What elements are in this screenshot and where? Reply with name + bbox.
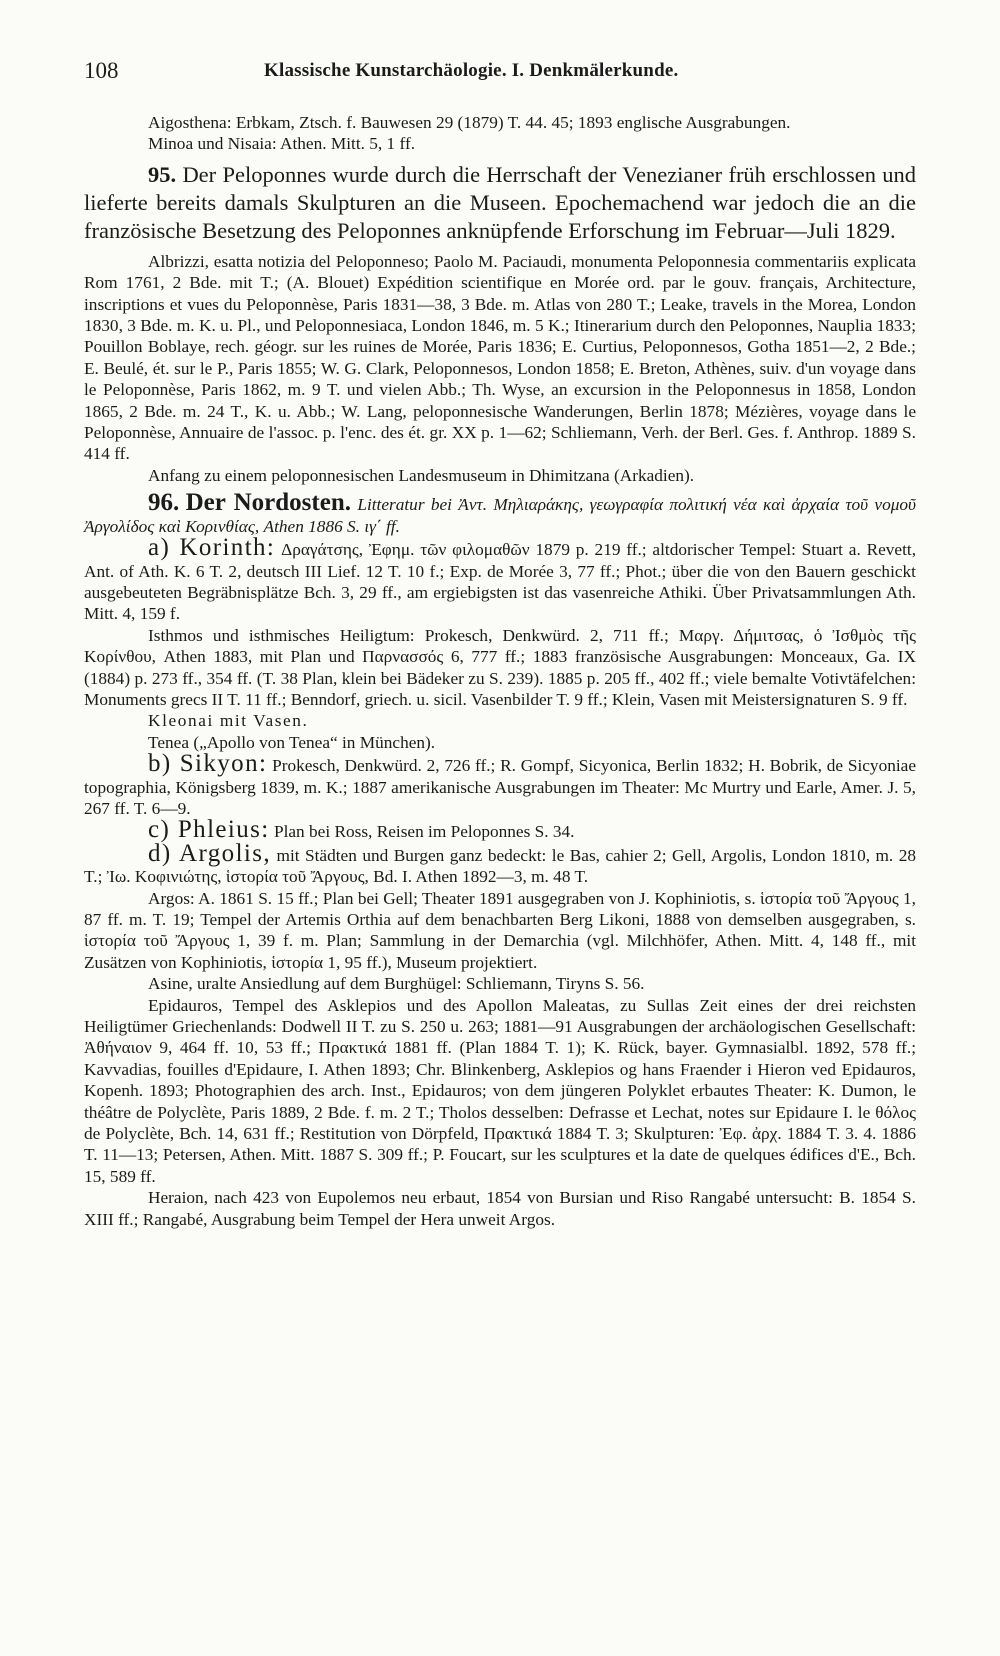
entry-tenea: Tenea („Apollo von Tenea“ in München). — [148, 732, 436, 752]
entry-sikyon — [84, 750, 916, 819]
argolis-text: mit Städten und Burgen ganz bedeckt: le Bas, cahier 2; Gell, Argolis, London 1810, m. 28 T.; Ἰω. Κοφινιώτης, ἱστορία τοῦ Ἄργους, Bd. I. Athen 1892—3, m. 48 T. — [84, 845, 916, 887]
entry-argolis — [84, 839, 916, 888]
section-95-museum-note: Anfang zu einem peloponnesischen Landesmuseum in Dhimitzana (Arkadien). — [148, 465, 695, 485]
page-body — [84, 112, 916, 1230]
page-header — [84, 58, 914, 92]
phleius-label: c) Phleius: — [148, 816, 270, 844]
sikyon-text: Prokesch, Denkwürd. 2, 726 ff.; R. Gompf, Sicyonica, Berlin 1832; H. Bobrik, de Sicyoniae topographia, Königsberg 1839, m. K.; 1887 amerikanische Ausgrabungen im Theater: Mc Murtry und Earle, Amer. J. 5, 267 ff. T. 6—9. — [84, 756, 916, 818]
argolis-label: d) Argolis, — [148, 839, 272, 867]
sikyon-label: b) Sikyon: — [148, 750, 268, 778]
section-96-literature: Litteratur bei Ἀντ. Μηλιαράκης, γεωγραφία πολιτική νέα καὶ ἀρχαία τοῦ νομοῦ Ἀργολίδος καὶ Κορινθίας, Athen 1886 S. ιγ΄ ff. — [84, 495, 916, 536]
paragraph-minoa: Minoa und Nisaia: Athen. Mitt. 5, 1 ff. — [148, 134, 416, 154]
entry-korinth — [84, 534, 917, 625]
section-96 — [84, 489, 916, 537]
entry-epidauros: Epidauros, Tempel des Asklepios und des Apollon Maleatas, zu Sullas Zeit eines der drei reichsten Heiligtümer Griechenlands: Dodwell II T. zu S. 250 u. 263; 1881—91 Ausgrabungen der archäologischen Gesellschaft: Ἀθήναιον 9, 464 ff. 10, 53 ff.; Πρακτικά 1881 ff. (Plan 1884 T. 1); K. Rück, bayer. Gymnasialbl. 1892, 578 ff.; Kavvadias, fouilles d'Epidaure, I. Athen 1893; Chr. Blinkenberg, Asklepios og hans Fraender i Hieron ved Epidauros, Kopenh. 1893; Photographien des arch. Inst., Epidauros; von dem jüngeren Polyklet erbautes Theater: K. Dumon, le théâtre de Polyclète, Paris 1889, 2 Bde. f. m. 2 T.; Tholos desselben: Defrasse et Lechat, notes sur Epidaure I. le θόλος de Polyclète, Bch. 14, 631 ff.; Restitution von Dörpfeld, Πρακτικά 1884 T. 3; Skulpturen: Ἐφ. ἀρχ. 1884 T. 3. 4. 1886 T. 11—13; Petersen, Athen. Mitt. 1887 S. 309 ff.; P. Foucart, sur les sculptures et la date de quelques édifices d'E., Bch. 15, 589 ff. — [84, 995, 916, 1186]
running-title: Klassische Kunstarchäologie. I. Denkmälerkunde. — [264, 60, 679, 81]
paragraph-aigosthena: Aigosthena: Erbkam, Ztsch. f. Bauwesen 29 (1879) T. 44. 45; 1893 englische Ausgrabungen. — [148, 113, 791, 132]
entry-argos: Argos: A. 1861 S. 15 ff.; Plan bei Gell; Theater 1891 ausgegraben von J. Kophiniotis, s. ἱστορία τοῦ Ἄργους 1, 87 ff. m. T. 19; Tempel der Artemis Orthia auf dem benachbarten Berg Likoni, 1888 von demselben ausgegraben, s. ἱστορία τοῦ Ἄργους 1, 39 f. m. Plan; Sammlung in der Demarchia (vgl. Milchhöfer, Athen. Mitt. 4, 148 ff., mit Zusätzen von Kophiniotis, ἱστορία 1, 95 ff.), Museum projektiert. — [84, 888, 916, 972]
section-95 — [84, 161, 916, 245]
section-95-literature: Albrizzi, esatta notizia del Peloponneso; Paolo M. Paciaudi, monumenta Peloponnesia commentariis explicata Rom 1761, 2 Bde. mit T.; (A. Blouet) Expédition scientifique en Morée ord. par le gouv. français, Architecture, inscriptions et vues du Peloponnèse, Paris 1831—38, 3 Bde. m. Atlas von 280 T.; Leake, travels in the Morea, London 1830, 3 Bde. m. K. u. Pl., und Peloponnesiaca, London 1846, m. 5 K.; Itinerarium durch den Peloponnes, Nauplia 1833; Pouillon Boblaye, rech. géogr. sur les ruines de Morée, Paris 1836; E. Curtius, Peloponnesos, Gotha 1851—2, 2 Bde.; E. Beulé, ét. sur le P., Paris 1855; W. G. Clark, Peloponnesos, London 1858; E. Breton, Athènes, suiv. d'un voyage dans le Peloponnèse, Paris 1862, m. 9 T. und vielen Abb.; Th. Wyse, an excursion in the Peloponnesus in 1858, London 1865, 2 Bde. m. 24 T., K. u. Abb.; W. Lang, peloponnesische Wanderungen, Berlin 1878; Mézières, voyage dans le Peloponnèse, Annuaire de l'assoc. p. l'enc. des ét. gr. XX p. 1—62; Schliemann, Verh. der Berl. Ges. f. Anthrop. 1889 S. 414 ff. — [84, 251, 916, 464]
entry-heraion: Heraion, nach 423 von Eupolemos neu erbaut, 1854 von Bursian und Riso Rangabé untersucht: B. 1854 S. XIII ff.; Rangabé, Ausgrabung beim Tempel der Hera unweit Argos. — [84, 1188, 916, 1229]
section-96-title: Der Nordosten. — [185, 489, 351, 517]
section-95-number: 95. — [148, 161, 177, 187]
entry-isthmos: Isthmos und isthmisches Heiligtum: Prokesch, Denkwürd. 2, 711 ff.; Μαργ. Δήμιτσας, ὁ Ἰσθμὸς τῆς Κορίνθου, Athen 1883, mit Plan und Παρνασσός 6, 777 ff.; 1883 französische Ausgrabungen: Monceaux, Ga. IX (1884) p. 273 ff., 354 ff. (T. 38 Plan, klein bei Bädeker zu S. 239). 1885 p. 205 ff., 402 ff.; viele bemalte Votivtäfelchen: Monuments grecs II T. 11 ff.; Benndorf, griech. u. sicil. Vasenbilder T. 9 ff.; Klein, Vasen mit Meistersignaturen S. 9 ff. — [84, 625, 916, 709]
phleius-text: Plan bei Ross, Reisen im Peloponnes S. 34. — [273, 822, 575, 842]
section-96-number: 96. — [148, 489, 180, 517]
korinth-text: Δραγάτσης, Ἐφημ. τῶν φιλομαθῶν 1879 p. 219 ff.; altdorischer Tempel: Stuart a. Revett, Ant. of Ath. K. 6 T. 2, deutsch III Lief. 12 T. 10 f.; Exp. de Morée 3, 77 ff.; Phot.; über die von den Bauern geschickt ausgebeuteten Begräbnisplätze Bch. 3, 29 ff., am ergiebigsten ist das vasenreiche Athiki. Über Privatsammlungen Ath. Mitt. 4, 159 f. — [84, 540, 917, 624]
section-95-text: Der Peloponnes wurde durch die Herrschaft der Venezianer früh erschlossen und lieferte bereits damals Skulpturen an die Museen. Epochemachend war jedoch die an die französische Besetzung des Peloponnes anknüpfende Erforschung im Februar—Juli 1829. — [84, 161, 917, 243]
korinth-label: a) Korinth: — [148, 534, 276, 562]
entry-kleonai: Kleonai mit Vasen. — [148, 711, 309, 731]
entry-asine: Asine, uralte Ansiedlung auf dem Burghügel: Schliemann, Tiryns S. 56. — [148, 974, 645, 994]
page-number: 108 — [84, 58, 119, 83]
